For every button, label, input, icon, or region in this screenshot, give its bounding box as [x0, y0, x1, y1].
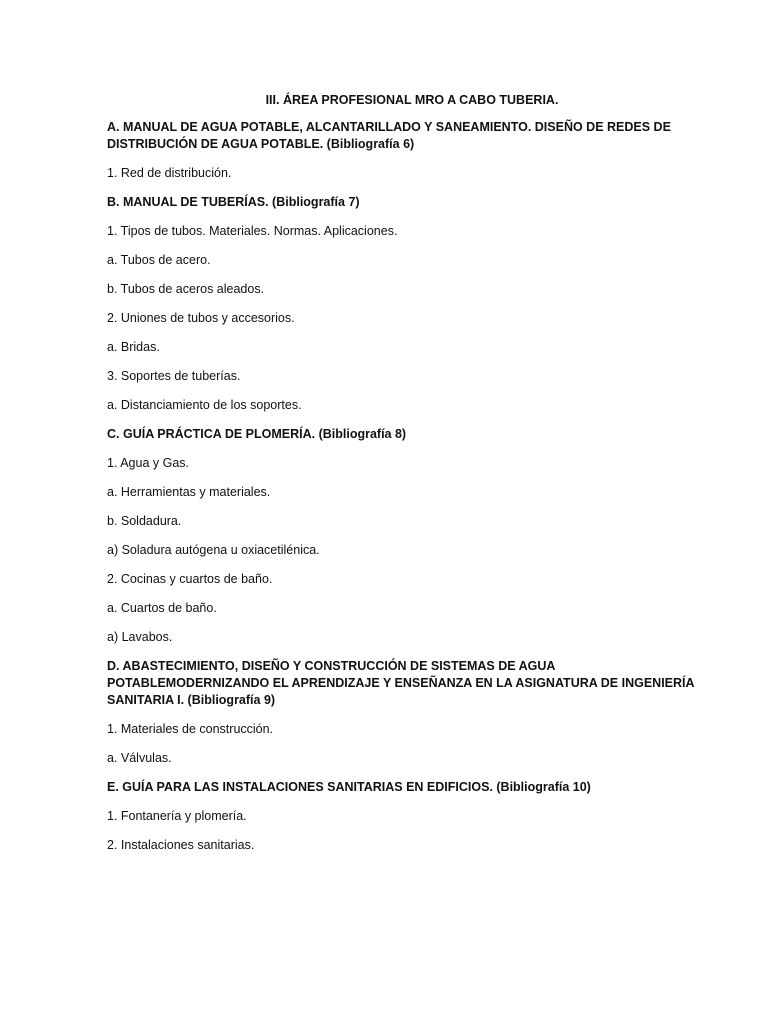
section-b-item-4: 2. Uniones de tubos y accesorios.	[107, 311, 295, 325]
document-title: III. ÁREA PROFESIONAL MRO A CABO TUBERIA.	[265, 93, 559, 107]
section-c-item-1: 1. Agua y Gas.	[107, 456, 189, 470]
section-d-item-2: a. Válvulas.	[107, 751, 172, 765]
section-b-item-6: 3. Soportes de tuberías.	[107, 369, 241, 383]
section-c-item-2: a. Herramientas y materiales.	[107, 485, 271, 499]
document-page	[107, 92, 717, 866]
section-e-item-1: 1. Fontanería y plomería.	[107, 809, 247, 823]
section-c-item-6: a. Cuartos de baño.	[107, 601, 217, 615]
section-a-item-1: 1. Red de distribución.	[107, 166, 232, 180]
section-b-item-2: a. Tubos de acero.	[107, 253, 211, 267]
section-a-heading: A. MANUAL DE AGUA POTABLE, ALCANTARILLADO Y SANEAMIENTO. DISEÑO DE REDES DE DISTRIBUCIÓN DE AGUA POTABLE. (Bibliografía 6)	[107, 120, 671, 151]
section-b-item-7: a. Distanciamiento de los soportes.	[107, 398, 302, 412]
section-b-item-1: 1. Tipos de tubos. Materiales. Normas. Aplicaciones.	[107, 224, 398, 238]
section-b-item-3: b. Tubos de aceros aleados.	[107, 282, 265, 296]
section-c-item-5: 2. Cocinas y cuartos de baño.	[107, 572, 273, 586]
section-e-heading: E. GUÍA PARA LAS INSTALACIONES SANITARIAS EN EDIFICIOS. (Bibliografía 10)	[107, 780, 591, 794]
section-c-heading: C. GUÍA PRÁCTICA DE PLOMERÍA. (Bibliografía 8)	[107, 427, 407, 441]
section-c-item-7: a) Lavabos.	[107, 630, 173, 644]
section-e-item-2: 2. Instalaciones sanitarias.	[107, 838, 255, 852]
section-d-heading: D. ABASTECIMIENTO, DISEÑO Y CONSTRUCCIÓN DE SISTEMAS DE AGUA POTABLEMODERNIZANDO EL APRENDIZAJE Y ENSEÑANZA EN LA ASIGNATURA DE INGENIERÍA SANITARIA I. (Bibliografía 9)	[107, 659, 695, 707]
section-b-item-5: a. Bridas.	[107, 340, 160, 354]
section-d-item-1: 1. Materiales de construcción.	[107, 722, 274, 736]
section-c-item-4: a) Soladura autógena u oxiacetilénica.	[107, 543, 320, 557]
section-b-heading: B. MANUAL DE TUBERÍAS. (Bibliografía 7)	[107, 195, 360, 209]
section-c-item-3: b. Soldadura.	[107, 514, 182, 528]
